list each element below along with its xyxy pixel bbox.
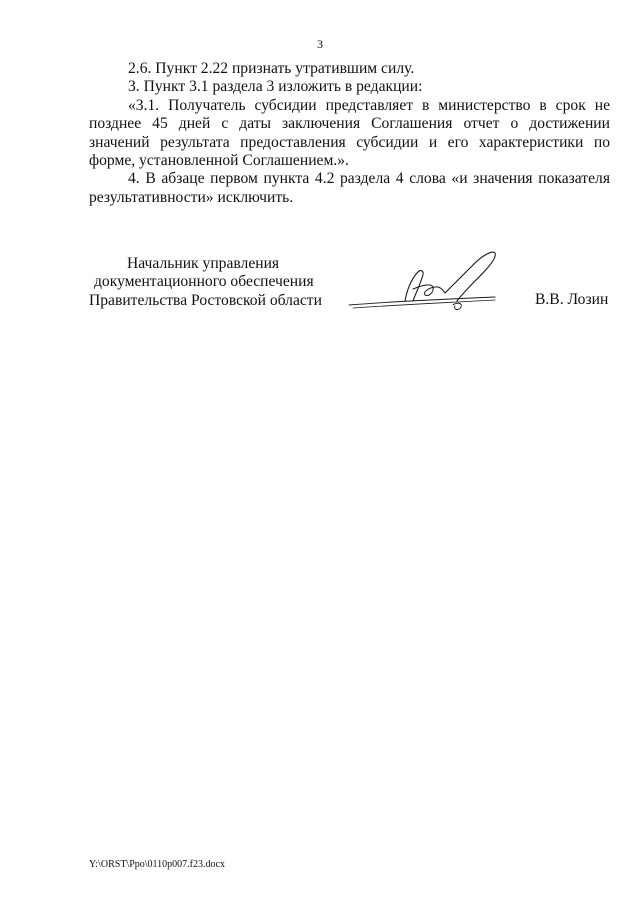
document-body	[89, 60, 610, 207]
paragraph-4: 4. В абзаце первом пункта 4.2 раздела 4 слова «и значения показателя результативности» исключить.	[89, 170, 610, 206]
page-number: 3	[317, 37, 323, 51]
signatory-name: В.В. Лозин	[535, 291, 609, 308]
handwritten-signature	[345, 245, 510, 320]
paragraph-2-6: 2.6. Пункт 2.22 признать утратившим силу.	[128, 60, 415, 77]
paragraph-3-1-text: «3.1. Получатель субсидии представляет в министерство в срок не позднее 45 дней с даты заключения Соглашения отчет о достижении значений результата предоставления субсидии и его характеристики по форме, установленной Соглашением.».	[89, 96, 610, 170]
position-line: документационного обеспечения	[94, 273, 314, 291]
signatory-position	[89, 255, 339, 310]
position-line: Правительства Ростовской области	[89, 291, 322, 309]
paragraph-3: 3. Пункт 3.1 раздела 3 изложить в редакции:	[128, 78, 423, 96]
file-path: Y:\ORST\Ppo\0110p007.f23.docx	[89, 859, 225, 870]
position-line: Начальник управления	[127, 255, 280, 272]
